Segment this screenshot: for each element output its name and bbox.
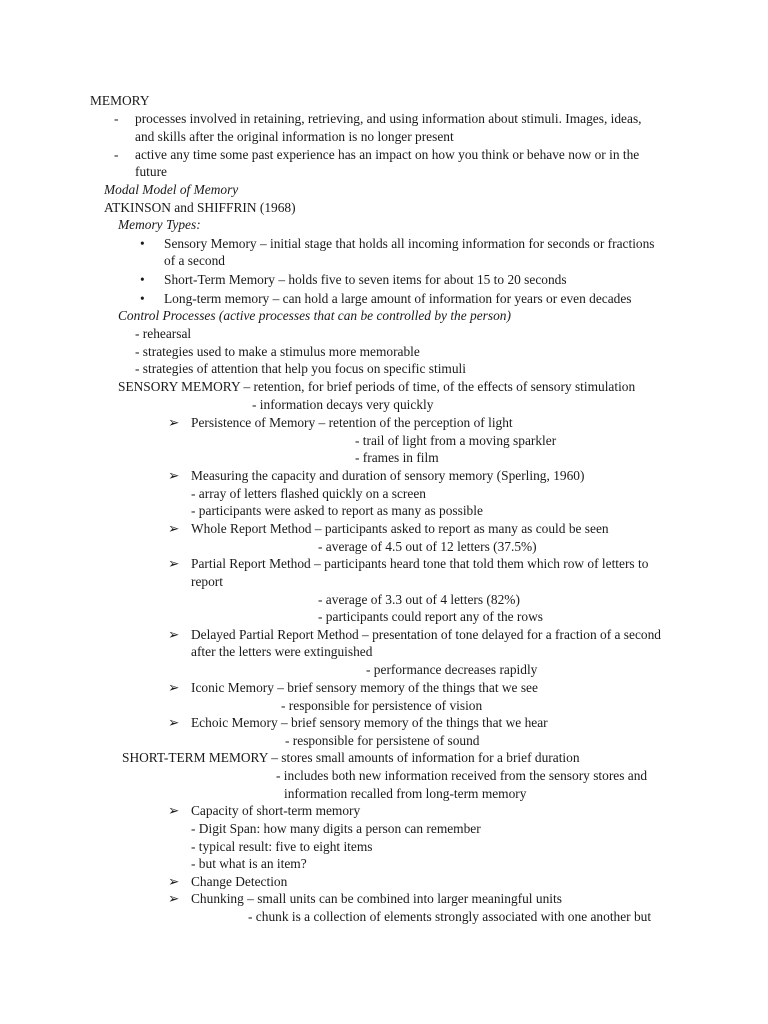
dash-marker: - <box>114 111 119 126</box>
bullet-marker: • <box>140 236 145 251</box>
arrow-bullet-icon: ➢ <box>168 556 180 571</box>
dash-marker: - <box>114 147 119 162</box>
text-line: report <box>191 574 223 589</box>
text-line: ATKINSON and SHIFFRIN (1968) <box>104 200 296 215</box>
text-line: - information decays very quickly <box>252 397 434 412</box>
text-line: - performance decreases rapidly <box>366 662 538 677</box>
text-line: - includes both new information received from the sensory stores and <box>276 768 648 783</box>
text-line: future <box>135 164 167 179</box>
text-line: Capacity of short-term memory <box>191 803 361 818</box>
section-heading: Memory Types: <box>118 217 201 232</box>
text-line: - typical result: five to eight items <box>191 839 373 854</box>
text-line: - frames in film <box>355 450 439 465</box>
text-line: - average of 4.5 out of 12 letters (37.5%) <box>318 539 537 554</box>
text-line: Measuring the capacity and duration of sensory memory (Sperling, 1960) <box>191 468 585 483</box>
text-line: - but what is an item? <box>191 856 307 871</box>
text-line: Short-Term Memory – holds five to seven items for about 15 to 20 seconds <box>164 272 567 287</box>
text-line: Partial Report Method – participants heard tone that told them which row of letters to <box>191 556 649 571</box>
text-line: Persistence of Memory – retention of the perception of light <box>191 415 513 430</box>
page-title: MEMORY <box>90 93 150 108</box>
text-line: - participants were asked to report as many as possible <box>191 503 483 518</box>
text-line: - rehearsal <box>135 326 192 341</box>
text-line: - Digit Span: how many digits a person can remember <box>191 821 481 836</box>
arrow-bullet-icon: ➢ <box>168 803 180 818</box>
section-heading: SHORT-TERM MEMORY – stores small amounts of information for a brief duration <box>122 750 580 765</box>
text-line: information recalled from long-term memory <box>284 786 527 801</box>
text-line: - average of 3.3 out of 4 letters (82%) <box>318 592 520 607</box>
text-line: - strategies of attention that help you focus on specific stimuli <box>135 361 466 376</box>
text-line: Iconic Memory – brief sensory memory of the things that we see <box>191 680 538 695</box>
text-line: - participants could report any of the rows <box>318 609 543 624</box>
text-line: after the letters were extinguished <box>191 644 373 659</box>
arrow-bullet-icon: ➢ <box>168 680 180 695</box>
text-line: - chunk is a collection of elements strongly associated with one another but <box>248 909 652 924</box>
text-line: - strategies used to make a stimulus more memorable <box>135 344 420 359</box>
text-line: Change Detection <box>191 874 288 889</box>
bullet-marker: • <box>140 272 145 287</box>
text-line: Delayed Partial Report Method – presentation of tone delayed for a fraction of a second <box>191 627 661 642</box>
text-line: Echoic Memory – brief sensory memory of the things that we hear <box>191 715 548 730</box>
arrow-bullet-icon: ➢ <box>168 415 180 430</box>
arrow-bullet-icon: ➢ <box>168 627 180 642</box>
text-line: - responsible for persistence of vision <box>281 698 483 713</box>
arrow-bullet-icon: ➢ <box>168 874 180 889</box>
text-line: Whole Report Method – participants asked to report as many as could be seen <box>191 521 609 536</box>
section-heading: SENSORY MEMORY – retention, for brief periods of time, of the effects of sensory stimulation <box>118 379 636 394</box>
text-line: processes involved in retaining, retrieving, and using information about stimuli. Images, ideas, <box>135 111 642 126</box>
text-line: - array of letters flashed quickly on a screen <box>191 486 426 501</box>
arrow-bullet-icon: ➢ <box>168 521 180 536</box>
bullet-marker: • <box>140 291 145 306</box>
arrow-bullet-icon: ➢ <box>168 891 180 906</box>
section-heading: Control Processes (active processes that can be controlled by the person) <box>118 308 511 323</box>
arrow-bullet-icon: ➢ <box>168 468 180 483</box>
arrow-bullet-icon: ➢ <box>168 715 180 730</box>
section-heading: Modal Model of Memory <box>104 182 239 197</box>
text-line: and skills after the original information is no longer present <box>135 129 454 144</box>
text-line: active any time some past experience has an impact on how you think or behave now or in the <box>135 147 640 162</box>
text-line: Long-term memory – can hold a large amount of information for years or even decades <box>164 291 632 306</box>
text-line: - responsible for persistene of sound <box>285 733 480 748</box>
text-line: of a second <box>164 253 225 268</box>
text-line: - trail of light from a moving sparkler <box>355 433 557 448</box>
text-line: Sensory Memory – initial stage that holds all incoming information for seconds or fractions <box>164 236 655 251</box>
text-line: Chunking – small units can be combined into larger meaningful units <box>191 891 562 906</box>
